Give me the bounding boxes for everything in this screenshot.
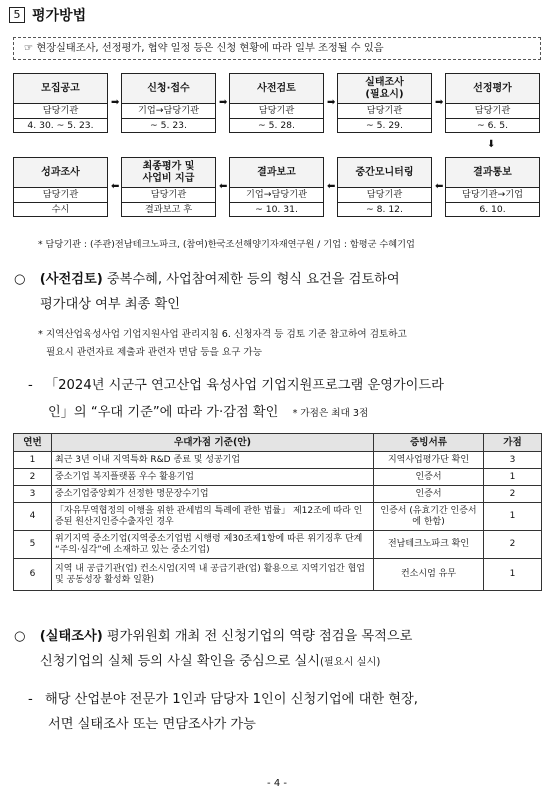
table-row <box>14 469 542 486</box>
section-number: 5 <box>9 7 25 23</box>
table-header-row <box>14 434 542 452</box>
header-no: 연번 <box>14 434 52 452</box>
field-survey-sub-text1: 해당 산업분야 전문가 1인과 담당자 1인이 신청기업에 대한 현장, <box>44 692 418 707</box>
pre-review-note2: 필요시 관련자료 제출과 관련자 면담 등을 요구 가능 <box>46 347 262 358</box>
flow-step-date: ~ 10. 31. <box>255 204 298 215</box>
arrow-down-icon: ⬇ <box>487 139 496 150</box>
pre-review-line1 <box>14 268 400 287</box>
row-points: 1 <box>484 559 542 591</box>
flow-step-field-survey <box>337 73 432 133</box>
flow-step-title: 중간모니터링 <box>338 158 431 188</box>
row-proof: 인증서 <box>374 486 484 503</box>
flow-step-title: 성과조사 <box>14 158 107 188</box>
row-criteria: 중소기업중앙회가 선정한 명문장수기업 <box>52 486 374 503</box>
flow-step-selection <box>445 73 540 133</box>
header-proof: 증빙서류 <box>374 434 484 452</box>
table-row <box>14 559 542 591</box>
flow-step-title: 선정평가 <box>446 74 539 104</box>
dash-mark: - <box>28 692 33 707</box>
arrow-left-icon: ⬅ <box>111 181 120 192</box>
field-survey-text2: 신청기업의 실체 등의 사실 확인을 중심으로 실시 <box>40 654 320 669</box>
flow-step-org: 담당기관 <box>338 104 431 119</box>
row-criteria: 「자유무역협정의 이행을 위한 관세법의 특례에 관한 법률」 제12조에 따라 인증된 원산지인증수출자인 경우 <box>52 503 374 531</box>
field-survey-text1: 평가위원회 개최 전 신청기업의 역량 점검을 목적으로 <box>102 629 413 644</box>
arrow-left-icon: ⬅ <box>435 181 444 192</box>
pre-review-line2: 평가대상 여부 최종 확인 <box>40 297 180 312</box>
flow-step-monitoring <box>337 157 432 217</box>
flow-step-date: ~ 8. 12. <box>366 204 403 215</box>
row-criteria: 지역 내 공급기관(업) 컨소시엄(지역 내 공급기관(업) 활용으로 지역기업간 협업 및 공동성장 활성화 일환) <box>52 559 374 591</box>
row-criteria: 중소기업 복지플랫폼 우수 활용기업 <box>52 469 374 486</box>
row-no: 6 <box>14 559 52 591</box>
field-survey-sub-line2: 서면 실태조사 또는 면담조사가 가능 <box>48 717 256 732</box>
flow-step-title: 최종평가 및 사업비 지급 <box>122 158 215 188</box>
flow-step-date: ~ 6. 5. <box>476 120 509 131</box>
flow-step-title: 결과통보 <box>446 158 539 188</box>
row-no: 4 <box>14 503 52 531</box>
flow-step-title: 실태조사 (필요시) <box>338 74 431 104</box>
flow-step-org: 담당기관→기업 <box>446 188 539 203</box>
bonus-max-note: * 가점은 최대 3점 <box>292 408 369 419</box>
bullet-circle: ○ <box>14 272 26 287</box>
flow-step-org: 담당기관 <box>14 188 107 203</box>
flow-step-title: 사전검토 <box>230 74 323 104</box>
arrow-right-icon: ➡ <box>435 97 444 108</box>
flow-step-org: 기업→담당기관 <box>122 104 215 119</box>
flow-step-date: ~ 5. 23. <box>150 120 187 131</box>
flow-step-date: 4. 30. ~ 5. 23. <box>27 120 94 131</box>
row-proof: 인증서 (유효기간 인증서에 한함) <box>374 503 484 531</box>
flow-step-pre-review <box>229 73 324 133</box>
pre-review-text1: 중복수혜, 사업참여제한 등의 형식 요건을 검토하여 <box>102 272 400 287</box>
header-points: 가점 <box>484 434 542 452</box>
pre-review-term: (사전검토) <box>39 272 103 287</box>
pre-review-sub-text2: 인」의 “우대 기준”에 따라 가·감점 확인 <box>48 405 279 420</box>
flow-step-date: ~ 5. 29. <box>366 120 403 131</box>
row-points: 1 <box>484 503 542 531</box>
row-points: 2 <box>484 531 542 559</box>
table-row <box>14 503 542 531</box>
schedule-notice: ☞ 현장실태조사, 선정평가, 협약 일정 등은 신청 현황에 따라 일부 조정될 수 있음 <box>13 37 541 60</box>
field-survey-line2 <box>40 650 380 669</box>
arrow-right-icon: ➡ <box>111 97 120 108</box>
row-proof: 인증서 <box>374 469 484 486</box>
flow-step-result-report <box>229 157 324 217</box>
flow-step-org: 담당기관 <box>122 188 215 203</box>
arrow-left-icon: ⬅ <box>327 181 336 192</box>
table-row <box>14 486 542 503</box>
page-number: - 4 - <box>267 778 287 789</box>
flow-step-date: 결과보고 후 <box>144 204 193 215</box>
row-no: 1 <box>14 452 52 469</box>
table-row <box>14 531 542 559</box>
header-criteria: 우대가점 기준(안) <box>52 434 374 452</box>
flow-step-final-eval <box>121 157 216 217</box>
row-points: 3 <box>484 452 542 469</box>
dash-mark: - <box>28 378 33 393</box>
flow-step-title: 결과보고 <box>230 158 323 188</box>
flow-step-org: 담당기관 <box>230 104 323 119</box>
row-proof: 컨소시엄 유무 <box>374 559 484 591</box>
flow-step-title: 신청·접수 <box>122 74 215 104</box>
field-survey-line1 <box>14 625 412 644</box>
preference-points-table <box>13 433 542 591</box>
arrow-right-icon: ➡ <box>219 97 228 108</box>
row-no: 2 <box>14 469 52 486</box>
row-points: 1 <box>484 469 542 486</box>
flow-step-recruit <box>13 73 108 133</box>
row-points: 2 <box>484 486 542 503</box>
arrow-left-icon: ⬅ <box>219 181 228 192</box>
pre-review-sub-line2 <box>48 401 368 420</box>
flow-step-performance <box>13 157 108 217</box>
bullet-circle: ○ <box>14 629 26 644</box>
row-no: 3 <box>14 486 52 503</box>
pre-review-sub-text1: 「2024년 시군구 연고산업 육성사업 기업지원프로그램 운영가이드라 <box>44 378 444 393</box>
flow-step-org: 기업→담당기관 <box>230 188 323 203</box>
arrow-right-icon: ➡ <box>327 97 336 108</box>
flow-step-org: 담당기관 <box>14 104 107 119</box>
field-survey-note: (필요시 실시) <box>319 657 381 668</box>
flow-step-org: 담당기관 <box>446 104 539 119</box>
flow-step-date: ~ 5. 28. <box>258 120 295 131</box>
pre-review-note1: * 지역산업육성사업 기업지원사업 관리지침 6. 신청자격 등 검토 기준 참고하여 검토하고 <box>38 329 407 340</box>
flow-step-title: 모집공고 <box>14 74 107 104</box>
flow-step-notify <box>445 157 540 217</box>
row-proof: 지역사업평가단 확인 <box>374 452 484 469</box>
flow-step-apply <box>121 73 216 133</box>
flow-step-date: 수시 <box>51 204 70 215</box>
field-survey-term: (실태조사) <box>39 629 103 644</box>
flow-step-org: 담당기관 <box>338 188 431 203</box>
pre-review-sub-line1 <box>28 374 444 393</box>
flow-step-date: 6. 10. <box>479 204 506 215</box>
row-proof: 전남테크노파크 확인 <box>374 531 484 559</box>
table-row <box>14 452 542 469</box>
section-title: 평가방법 <box>32 8 87 24</box>
row-no: 5 <box>14 531 52 559</box>
row-criteria: 위기지역 중소기업(지역중소기업법 시행령 제30조제1항에 따른 위기징후 단계 “주의·심각”에 소재하고 있는 중소기업) <box>52 531 374 559</box>
row-criteria: 최근 3년 이내 지역특화 R&D 종료 및 성공기업 <box>52 452 374 469</box>
field-survey-sub-line1 <box>28 688 418 707</box>
org-footnote: * 담당기관 : (주관)전남테크노파크, (참여)한국조선해양기자재연구원 / 기업 : 함평군 수혜기업 <box>38 239 415 250</box>
